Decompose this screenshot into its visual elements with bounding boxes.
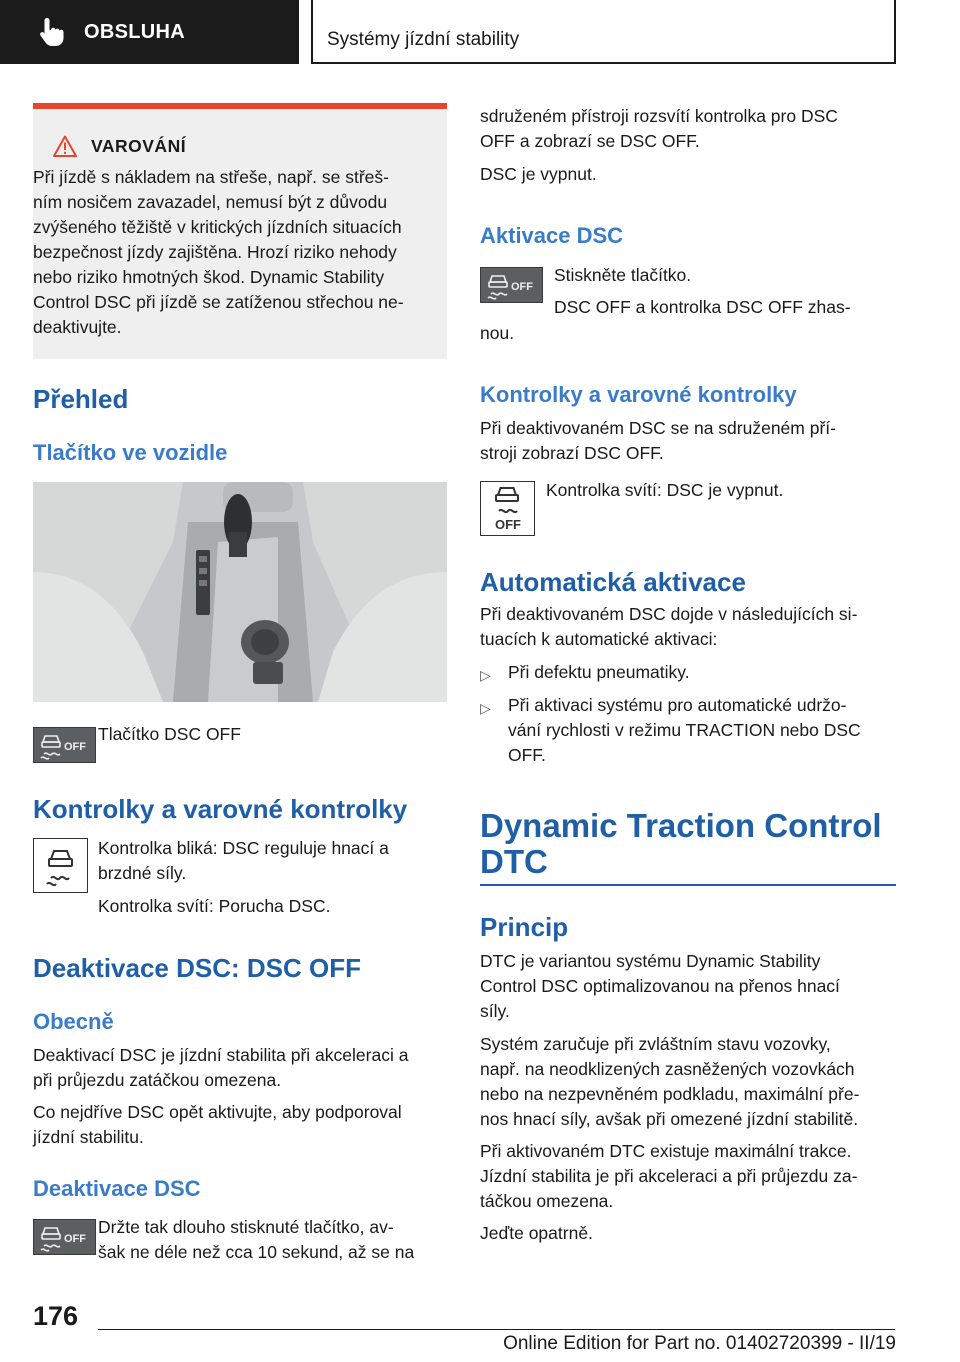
text-line: Jízdní stabilita je při akceleraci a při průjezdu za- [480, 1166, 858, 1186]
header-chapter-title: Systémy jízdní stability [327, 29, 520, 50]
warning-line: ním nosičem zavazadel, nemusí být z důvodu [33, 192, 388, 212]
deaktivace-text [98, 1215, 414, 1265]
kontrolka-sviti: Kontrolka svítí: DSC je vypnut. [546, 480, 784, 500]
text-line: Při aktivaci systému pro automatické udržo- [508, 695, 847, 715]
dsc-off-indicator-icon [480, 481, 535, 536]
warning-line: nebo riziko hmotných škod. Dynamic Stability [33, 267, 385, 287]
obecne2-text [33, 1100, 402, 1150]
princip-text-3 [480, 1139, 857, 1214]
aktivace-line-2: nou. [480, 323, 515, 343]
header-section-tab [0, 0, 299, 64]
obecne-text [33, 1043, 408, 1093]
footer-rule [98, 1329, 895, 1330]
text-line: nos hnací síly, avšak při omezené jízdní stabilitě. [480, 1109, 859, 1129]
text-line: Při deaktivovaném DSC dojde v následujících si- [480, 604, 858, 624]
dsc-off-button-icon [33, 727, 96, 763]
heading-auto-aktivace: Automatická aktivace [480, 567, 746, 597]
text-line: šak ne déle než cca 10 sekund, až se na [98, 1242, 415, 1262]
text-line: tuacích k automatické aktivaci: [480, 629, 718, 649]
heading-aktivace: Aktivace DSC [480, 223, 624, 248]
text-line: síly. [480, 1001, 510, 1021]
text-line: stroji zobrazí DSC OFF. [480, 443, 664, 463]
text-line: DTC je variantou systému Dynamic Stability [480, 951, 821, 971]
console-illustration [33, 482, 447, 702]
heading-dtc [480, 808, 882, 880]
kontrolky-porucha: Kontrolka svítí: Porucha DSC. [98, 896, 331, 916]
aktivace-press: Stiskněte tlačítko. [554, 265, 692, 285]
dsc-indicator-icon [33, 838, 88, 893]
text-line: OFF a zobrazí se DSC OFF. [480, 131, 700, 151]
continued-text [480, 104, 838, 154]
warning-box [33, 103, 447, 359]
text-line: OFF. [508, 745, 546, 765]
warning-text [33, 165, 447, 340]
warning-line: Při jízdě s nákladem na střeše, např. se střeš- [33, 167, 389, 187]
text-line: Deaktivací DSC je jízdní stabilita při akceleraci a [33, 1045, 409, 1065]
text-line: brzdné síly. [98, 863, 187, 883]
text-line: Control DSC optimalizovanou na přenos hnací [480, 976, 840, 996]
bullet-item [480, 693, 861, 768]
heading-line: DTC [480, 843, 548, 880]
bullet-triangle-icon: ▷ [480, 667, 491, 683]
dsc-off-label: OFF [64, 741, 86, 753]
page-number: 176 [33, 1301, 79, 1331]
heading-line: Dynamic Traction Control [480, 807, 882, 844]
dsc-vypnut: DSC je vypnut. [480, 164, 597, 184]
warning-line: deaktivujte. [33, 317, 122, 337]
princip-text-1 [480, 949, 840, 1024]
bullet-item [480, 660, 690, 688]
heading-princip: Princip [480, 912, 569, 942]
princip-text-4: Jeďte opatrně. [480, 1223, 593, 1243]
section-rule [480, 884, 896, 886]
warning-triangle-icon [53, 135, 77, 157]
heading-kontrolky-right: Kontrolky a varovné kontrolky [480, 382, 797, 407]
text-line: Při deaktivovaném DSC se na sdruženém pří- [480, 418, 836, 438]
header-chapter-box [311, 0, 896, 64]
console-photo [33, 482, 447, 702]
text-line: Držte tak dlouho stisknuté tlačítko, av- [98, 1217, 394, 1237]
text-line: Co nejdříve DSC opět aktivujte, aby podporoval [33, 1102, 402, 1122]
dsc-off-indicator-label: OFF [495, 517, 521, 532]
warning-line: Control DSC při jízdě se zatíženou střechou ne- [33, 292, 404, 312]
aktivace-line-1: DSC OFF a kontrolka DSC OFF zhas- [554, 297, 851, 317]
heading-deaktivace: Deaktivace DSC: DSC OFF [33, 953, 361, 983]
princip-text-2 [480, 1032, 859, 1132]
warning-title: VAROVÁNÍ [91, 135, 187, 156]
header-section-label: OBSLUHA [84, 20, 185, 43]
auto-text [480, 602, 857, 652]
kontrolky-text [98, 836, 389, 886]
text-line: nebo na nezpevněném podkladu, maximální pře- [480, 1084, 860, 1104]
dsc-off-label: OFF [511, 281, 533, 293]
bullet-text: Při defektu pneumatiky. [508, 662, 690, 682]
text-line: jízdní stabilitu. [33, 1127, 144, 1147]
heading-obecne: Obecně [33, 1009, 114, 1034]
text-line: Systém zaručuje při zvláštním stavu vozovky, [480, 1034, 831, 1054]
kontrolky-right-text [480, 416, 836, 466]
dsc-off-button-icon [480, 267, 543, 303]
heading-prehled: Přehled [33, 384, 129, 414]
text-line: vání rychlosti v režimu TRACTION nebo DSC [508, 720, 861, 740]
heading-tlacitko: Tlačítko ve vozidle [33, 440, 228, 465]
heading-kontrolky-left: Kontrolky a varovné kontrolky [33, 794, 408, 824]
warning-line: zvýšeného těžiště v kritických jízdních situacích [33, 217, 402, 237]
footer-edition: Online Edition for Part no. 01402720399 - II/19 [503, 1333, 896, 1354]
bullet-triangle-icon: ▷ [480, 700, 491, 716]
text-line: při průjezdu zatáčkou omezena. [33, 1070, 282, 1090]
heading-deaktivace-dsc: Deaktivace DSC [33, 1176, 201, 1201]
dsc-off-label: OFF [64, 1233, 86, 1245]
text-line: Kontrolka bliká: DSC reguluje hnací a [98, 838, 389, 858]
dsc-off-button-icon [33, 1219, 96, 1255]
button-caption: Tlačítko DSC OFF [98, 724, 241, 744]
bullet-text [508, 693, 861, 768]
text-line: táčkou omezena. [480, 1191, 614, 1211]
text-line: např. na neodklizených zasněžených vozovkách [480, 1059, 855, 1079]
hand-pointer-icon [34, 14, 70, 50]
warning-line: bezpečnost jízdy zajištěna. Hrozí riziko nehody [33, 242, 397, 262]
text-line: Při aktivovaném DTC existuje maximální trakce. [480, 1141, 852, 1161]
text-line: sdruženém přístroji rozsvítí kontrolka pro DSC [480, 106, 838, 126]
